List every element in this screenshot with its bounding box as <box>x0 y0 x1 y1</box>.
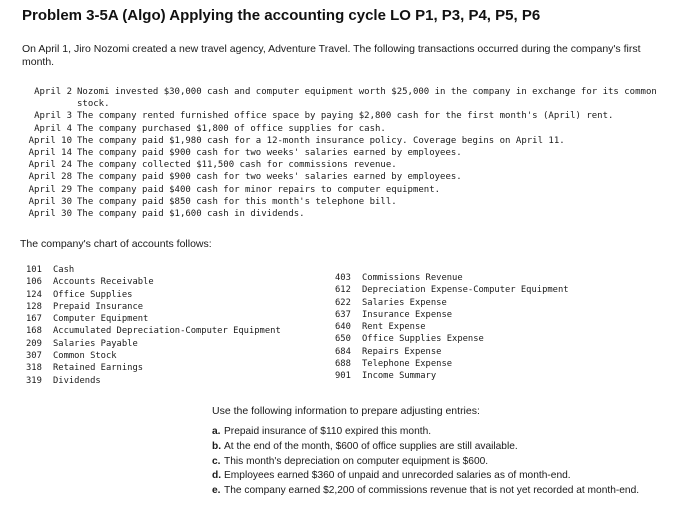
account-name: Accounts Receivable <box>53 277 154 288</box>
account-row <box>26 276 281 288</box>
account-row <box>26 338 281 350</box>
account-number: 319 <box>26 375 42 386</box>
transaction-row <box>18 171 657 183</box>
transaction-date: April 30 <box>28 196 72 207</box>
account-name: Office Supplies Expense <box>362 334 484 345</box>
account-row <box>26 301 281 313</box>
account-name: Common Stock <box>53 351 117 362</box>
account-row <box>335 297 569 309</box>
transaction-date: April 2 <box>34 87 72 97</box>
adjustment-text: Employees earned $360 of unpaid and unrecorded salaries as of month-end. <box>224 470 571 482</box>
account-number: 209 <box>26 338 42 349</box>
adjustment-text: This month's depreciation on computer equipment is $600. <box>224 455 489 467</box>
account-row <box>335 321 569 333</box>
account-number: 688 <box>335 359 351 370</box>
transaction-row <box>18 86 657 98</box>
account-number: 106 <box>26 277 42 288</box>
transaction-text: The company paid $900 cash for two weeks' salaries earned by employees. <box>77 148 462 159</box>
adjustment-item <box>212 455 639 470</box>
account-row <box>335 333 569 345</box>
intro-line-1: On April 1, Jiro Nozomi created a new travel agency, Adventure Travel. The following transactions occurred during the company's first <box>22 43 641 55</box>
account-number: 318 <box>26 363 42 374</box>
transaction-date: April 4 <box>34 123 72 134</box>
adjusting-entries-intro: Use the following information to prepare adjusting entries: <box>212 405 480 417</box>
account-number: 128 <box>26 301 42 312</box>
account-row <box>335 358 569 370</box>
transaction-date: April 29 <box>28 184 72 195</box>
transaction-text-continued: stock. <box>77 99 110 110</box>
account-name: Cash <box>53 265 75 275</box>
account-number: 637 <box>335 309 351 320</box>
account-name: Telephone Expense <box>362 359 453 370</box>
account-number: 901 <box>335 371 351 382</box>
chart-of-accounts-intro: The company's chart of accounts follows: <box>20 238 212 250</box>
adjustment-item <box>212 469 639 484</box>
adjustment-text: The company earned $2,200 of commissions revenue that is not yet recorded at month-end. <box>224 485 640 497</box>
account-row <box>335 309 569 321</box>
transaction-text: The company paid $400 cash for minor repairs to computer equipment. <box>77 184 441 195</box>
transaction-row <box>18 159 657 171</box>
adjustment-item <box>212 440 639 455</box>
account-number: 622 <box>335 297 351 308</box>
adjustment-letter: c. <box>212 455 221 467</box>
adjustment-letter: d. <box>212 470 222 482</box>
account-name: Office Supplies <box>53 289 133 300</box>
account-number: 124 <box>26 289 42 300</box>
adjustment-letter: b. <box>212 440 222 452</box>
transaction-row <box>18 110 657 122</box>
account-name: Retained Earnings <box>53 363 144 374</box>
transaction-text: The company purchased $1,800 of office supplies for cash. <box>77 123 386 134</box>
account-name: Computer Equipment <box>53 314 149 325</box>
transaction-text: The company rented furnished office space by paying $2,800 cash for the first month's (April) rent. <box>77 111 614 122</box>
account-name: Accumulated Depreciation-Computer Equipment <box>53 326 281 337</box>
transaction-row <box>18 184 657 196</box>
intro-line-2: month. <box>22 56 55 68</box>
account-number: 167 <box>26 314 42 325</box>
account-row <box>26 375 281 387</box>
adjustment-letter: a. <box>212 426 221 437</box>
transaction-text: The company collected $11,500 cash for commissions revenue. <box>77 160 397 171</box>
problem-intro <box>22 43 698 69</box>
transaction-row <box>18 147 657 159</box>
problem-title: Problem 3-5A (Algo) Applying the accounting cycle LO P1, P3, P4, P5, P6 <box>22 7 541 24</box>
account-name: Salaries Payable <box>53 338 138 349</box>
adjusting-entries-list <box>212 425 639 499</box>
account-row <box>335 272 569 284</box>
transaction-text: The company paid $1,980 cash for a 12-month insurance policy. Coverage begins on April 11. <box>77 135 565 146</box>
account-number: 403 <box>335 273 351 283</box>
transaction-date: April 3 <box>34 111 72 122</box>
transaction-date: April 24 <box>28 160 72 171</box>
account-name: Repairs Expense <box>362 346 442 357</box>
account-number: 168 <box>26 326 42 337</box>
transaction-date: April 30 <box>28 209 72 220</box>
account-name: Prepaid Insurance <box>53 301 144 312</box>
account-row <box>26 362 281 374</box>
account-row <box>26 264 281 276</box>
account-number: 684 <box>335 346 351 357</box>
account-name: Dividends <box>53 375 101 386</box>
account-name: Depreciation Expense-Computer Equipment <box>362 285 569 296</box>
account-name: Insurance Expense <box>362 309 453 320</box>
transaction-date: April 10 <box>28 135 72 146</box>
account-number: 307 <box>26 351 42 362</box>
adjustment-text: At the end of the month, $600 of office supplies are still available. <box>224 440 518 452</box>
adjustment-item <box>212 484 639 499</box>
transaction-date: April 28 <box>28 172 72 183</box>
accounts-list-right <box>335 272 569 383</box>
account-row <box>335 370 569 382</box>
transaction-row <box>18 123 657 135</box>
account-row <box>26 289 281 301</box>
account-row <box>26 350 281 362</box>
account-row <box>335 346 569 358</box>
adjustment-letter: e. <box>212 485 221 497</box>
account-row <box>335 284 569 296</box>
account-number: 101 <box>26 265 42 275</box>
adjustment-item <box>212 425 639 440</box>
account-name: Commissions Revenue <box>362 273 463 283</box>
transaction-row <box>18 208 657 220</box>
account-number: 640 <box>335 322 351 333</box>
adjustment-text: Prepaid insurance of $110 expired this month. <box>224 426 432 437</box>
transaction-text: Nozomi invested $30,000 cash and computer equipment worth $25,000 in the company in exchange for its common <box>77 87 657 97</box>
account-row <box>26 313 281 325</box>
transaction-continuation <box>18 98 657 110</box>
account-name: Income Summary <box>362 371 437 382</box>
account-name: Rent Expense <box>362 322 426 333</box>
accounts-list-left <box>26 264 281 387</box>
account-row <box>26 325 281 337</box>
transaction-row <box>18 135 657 147</box>
transaction-date: April 14 <box>28 148 72 159</box>
account-number: 612 <box>335 285 351 296</box>
account-number: 650 <box>335 334 351 345</box>
transaction-text: The company paid $900 cash for two weeks' salaries earned by employees. <box>77 172 462 183</box>
transaction-text: The company paid $850 cash for this month's telephone bill. <box>77 196 397 207</box>
transaction-row <box>18 196 657 208</box>
transaction-text: The company paid $1,600 cash in dividends. <box>77 209 305 220</box>
transactions-list <box>18 86 657 220</box>
account-name: Salaries Expense <box>362 297 447 308</box>
